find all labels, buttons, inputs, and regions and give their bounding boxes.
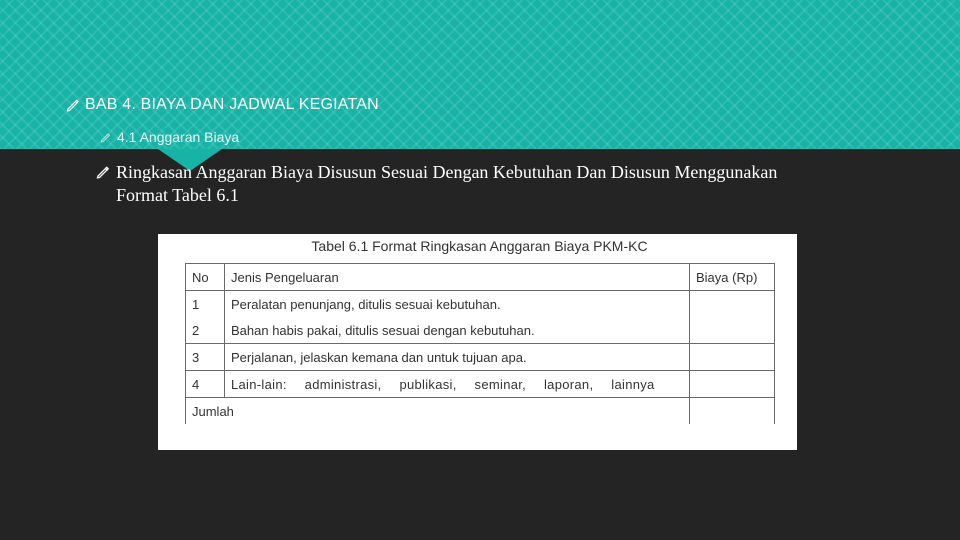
- bullet-text-line-2: Format Tabel 6.1: [116, 185, 239, 205]
- table-row: [186, 317, 775, 344]
- row-item: Perjalanan, jelaskan kemana dan untuk tujuan apa.: [225, 344, 690, 371]
- budget-table-image: [158, 234, 797, 450]
- row-cost: [690, 291, 775, 318]
- row-cost: [690, 317, 775, 344]
- bullet-paragraph: [96, 161, 866, 207]
- row-item: Lain-lain: administrasi, publikasi, seminar, laporan, lainnya: [225, 371, 690, 398]
- row-no: 1: [186, 291, 225, 318]
- row-no: 4: [186, 371, 225, 398]
- table-row: [186, 371, 775, 398]
- slide-subtitle-row: [100, 129, 239, 145]
- table-row: [186, 344, 775, 371]
- row-item: Peralatan penunjang, ditulis sesuai kebutuhan.: [225, 291, 690, 318]
- bullet-text-line-1: Ringkasan Anggaran Biaya Disusun Sesuai Dengan Kebutuhan Dan Disusun Menggunakan: [116, 162, 778, 182]
- row-cost: [690, 371, 775, 398]
- pencil-icon: [96, 165, 111, 179]
- table-caption: Tabel 6.1 Format Ringkasan Anggaran Biaya PKM-KC: [311, 238, 648, 254]
- row-cost: [690, 344, 775, 371]
- total-label: Jumlah: [186, 398, 690, 425]
- table-header-row: [186, 264, 775, 291]
- pencil-icon: [66, 98, 80, 112]
- header-band: [0, 0, 960, 149]
- header-cost: Biaya (Rp): [690, 264, 775, 291]
- table-total-row: [186, 398, 775, 425]
- table-row: [186, 291, 775, 318]
- header-no: No: [186, 264, 225, 291]
- row-item: Bahan habis pakai, ditulis sesuai dengan kebutuhan.: [225, 317, 690, 344]
- header-item: Jenis Pengeluaran: [225, 264, 690, 291]
- row-no: 3: [186, 344, 225, 371]
- slide-title-row: [66, 96, 379, 114]
- total-cost: [690, 398, 775, 425]
- budget-table: [185, 263, 775, 424]
- slide-subtitle: 4.1 Anggaran Biaya: [117, 129, 240, 145]
- row-no: 2: [186, 317, 225, 344]
- pencil-icon: [100, 131, 112, 143]
- slide-title: BAB 4. BIAYA DAN JADWAL KEGIATAN: [85, 96, 379, 113]
